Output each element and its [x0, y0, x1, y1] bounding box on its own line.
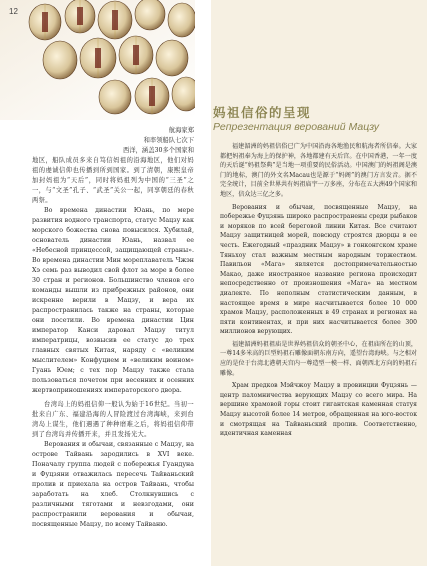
- caption-line: 和率领船队七次下: [143, 137, 194, 144]
- left-paragraph-zh-1: 地区，船队成员多来自笃信妈祖的沿海地区，他们对妈祖的虔诚信仰也传播到所到国家。到了清朝，康熙皇帝加封妈祖为“天后”，同时将妈祖列为中国的“三圣”之一，与“文圣”孔子、“武圣”关公一起，同享朝廷的春秋两祭。: [32, 157, 194, 204]
- section-heading-ru: Репрезентация верований Мацзу: [213, 121, 380, 133]
- left-paragraph-zh-2: 台湾岛上的妈祖信仰一般认为始于16世纪。当初一批来自广东、福建沿海的人冒险渡过台湾海峡，来到台湾岛上谋生，他们遇遇了种种磨难之后，将妈祖信仰带到了台湾岛并传播开来，并且发扬光大。: [32, 401, 194, 438]
- left-column: [32, 0, 194, 530]
- right-column: [220, 142, 417, 442]
- caption-line: 西洋，涵盖30多个国家和: [123, 147, 194, 154]
- page-number: 12: [9, 7, 18, 16]
- right-paragraph-zh-1: 福建湄洲的妈祖信俗已广为中国沿海各地渔民和航海者所信奉。大家都把妈祖奉为海上的保护神，各地都建有天后宫。在中国香港，一年一度的天后诞“妈祖祭典”是当地一项重要的民俗活动。中国澳门的妈祖阁是澳门的地标，澳门的外文名Macau也是源于“妈阁”的澳门方言发音。据不完全统计，目前全世界共有妈祖庙宇一万多座，分布在五大洲49个国家和地区，信众达三亿之多。: [220, 143, 417, 198]
- right-paragraph-ru-2: Храм предков Мэйчжоу Мацзу в провинции Фуцзянь — центр паломничества верующих Мацзу со всего мира. На вершине храмовой горы стоит гигантская каменная статуя Мацзу высотой более 14 метров, обращенная на юго-восток и смотрящая на Тайваньский пролив. Соответственно, идентичная каменная: [220, 382, 417, 438]
- section-heading-zh: 妈祖信俗的呈现: [213, 105, 312, 120]
- left-paragraph-ru-1: Во времена династии Юань, по мере развития водного транспорта, статус Мацзу как морского божества снова повысился. Хубилай, основатель династии Юань, назвал ее «Небесной принцессой, защищающей страны». Во времена династии Мин мореплаватель Чжэн Хэ семь раз выводил свой флот за море в более 30 стран и регионов. Большинство членов его команды вышли из прибрежных районов, они искренне верили в Мацзу, и вера их распространилась также на страны, которые они посетили. Во времена династии Цин император Канси даровал Мацзу титул императрицы, возвысив ее статус до трех главных святых Китая, наряду с «великим мыслителем» Конфуцием и «великим воином» Гуань Юем; с тех пор Мацзу также стала пользоваться почетом при весенних и осенних жертвоприношениях императорского двора.: [32, 207, 194, 394]
- right-paragraph-zh-2: 福建湄洲妈祖祖庙是世界妈祖信众的朝圣中心，在祖庙所在的山顶，一尊14多米高的巨型妈祖石雕像面朝东南方向，遥望台湾海峡。与之相对应的是位于台湾北港朝天宫内一尊造型一模一样、面朝西北方向的妈祖石雕像。: [220, 340, 417, 377]
- left-paragraph-ru-2: Верования и обычаи, связанные с Мацзу, на острове Тайвань зародились в XVI веке. Поначалу группа людей с побережья Гуандуна и Фуцзяни отважилась пересечь Тайваньский пролив и приехала на остров Тайвань, чтобы заработать на хлеб. Столкнувшись с различными тяготами и невзгодами, они распространили верования и обычаи, посвященные Мацзу, по всему Тайваню.: [32, 441, 194, 528]
- caption-line: 航海家郑: [168, 127, 194, 134]
- photo-caption: [32, 126, 194, 156]
- right-paragraph-ru-1: Верования и обычаи, посвященные Мацзу, на побережье Фуцзянь широко распространены среди рыбаков и моряков по всей береговой линии Китая. Все считают Мацзу защитницей морей, повсюду строятся дворцы в ее честь. Ежегодный «праздник Мацзу» в гонконгском храме Тяньхоу стал важным местным народным торжеством. Павильон «Мага» является достопримечательностью Макао, даже иностранное название региона происходит непосредственно от произношения «Мага» на местном диалекте. По неполным статистическим данным, в настоящее время в мире насчитывается более 10 000 храмов Мацзу, расположенных в 49 странах и регионах на пяти континентах, и при них насчитывается более 300 миллионов верующих.: [220, 203, 417, 336]
